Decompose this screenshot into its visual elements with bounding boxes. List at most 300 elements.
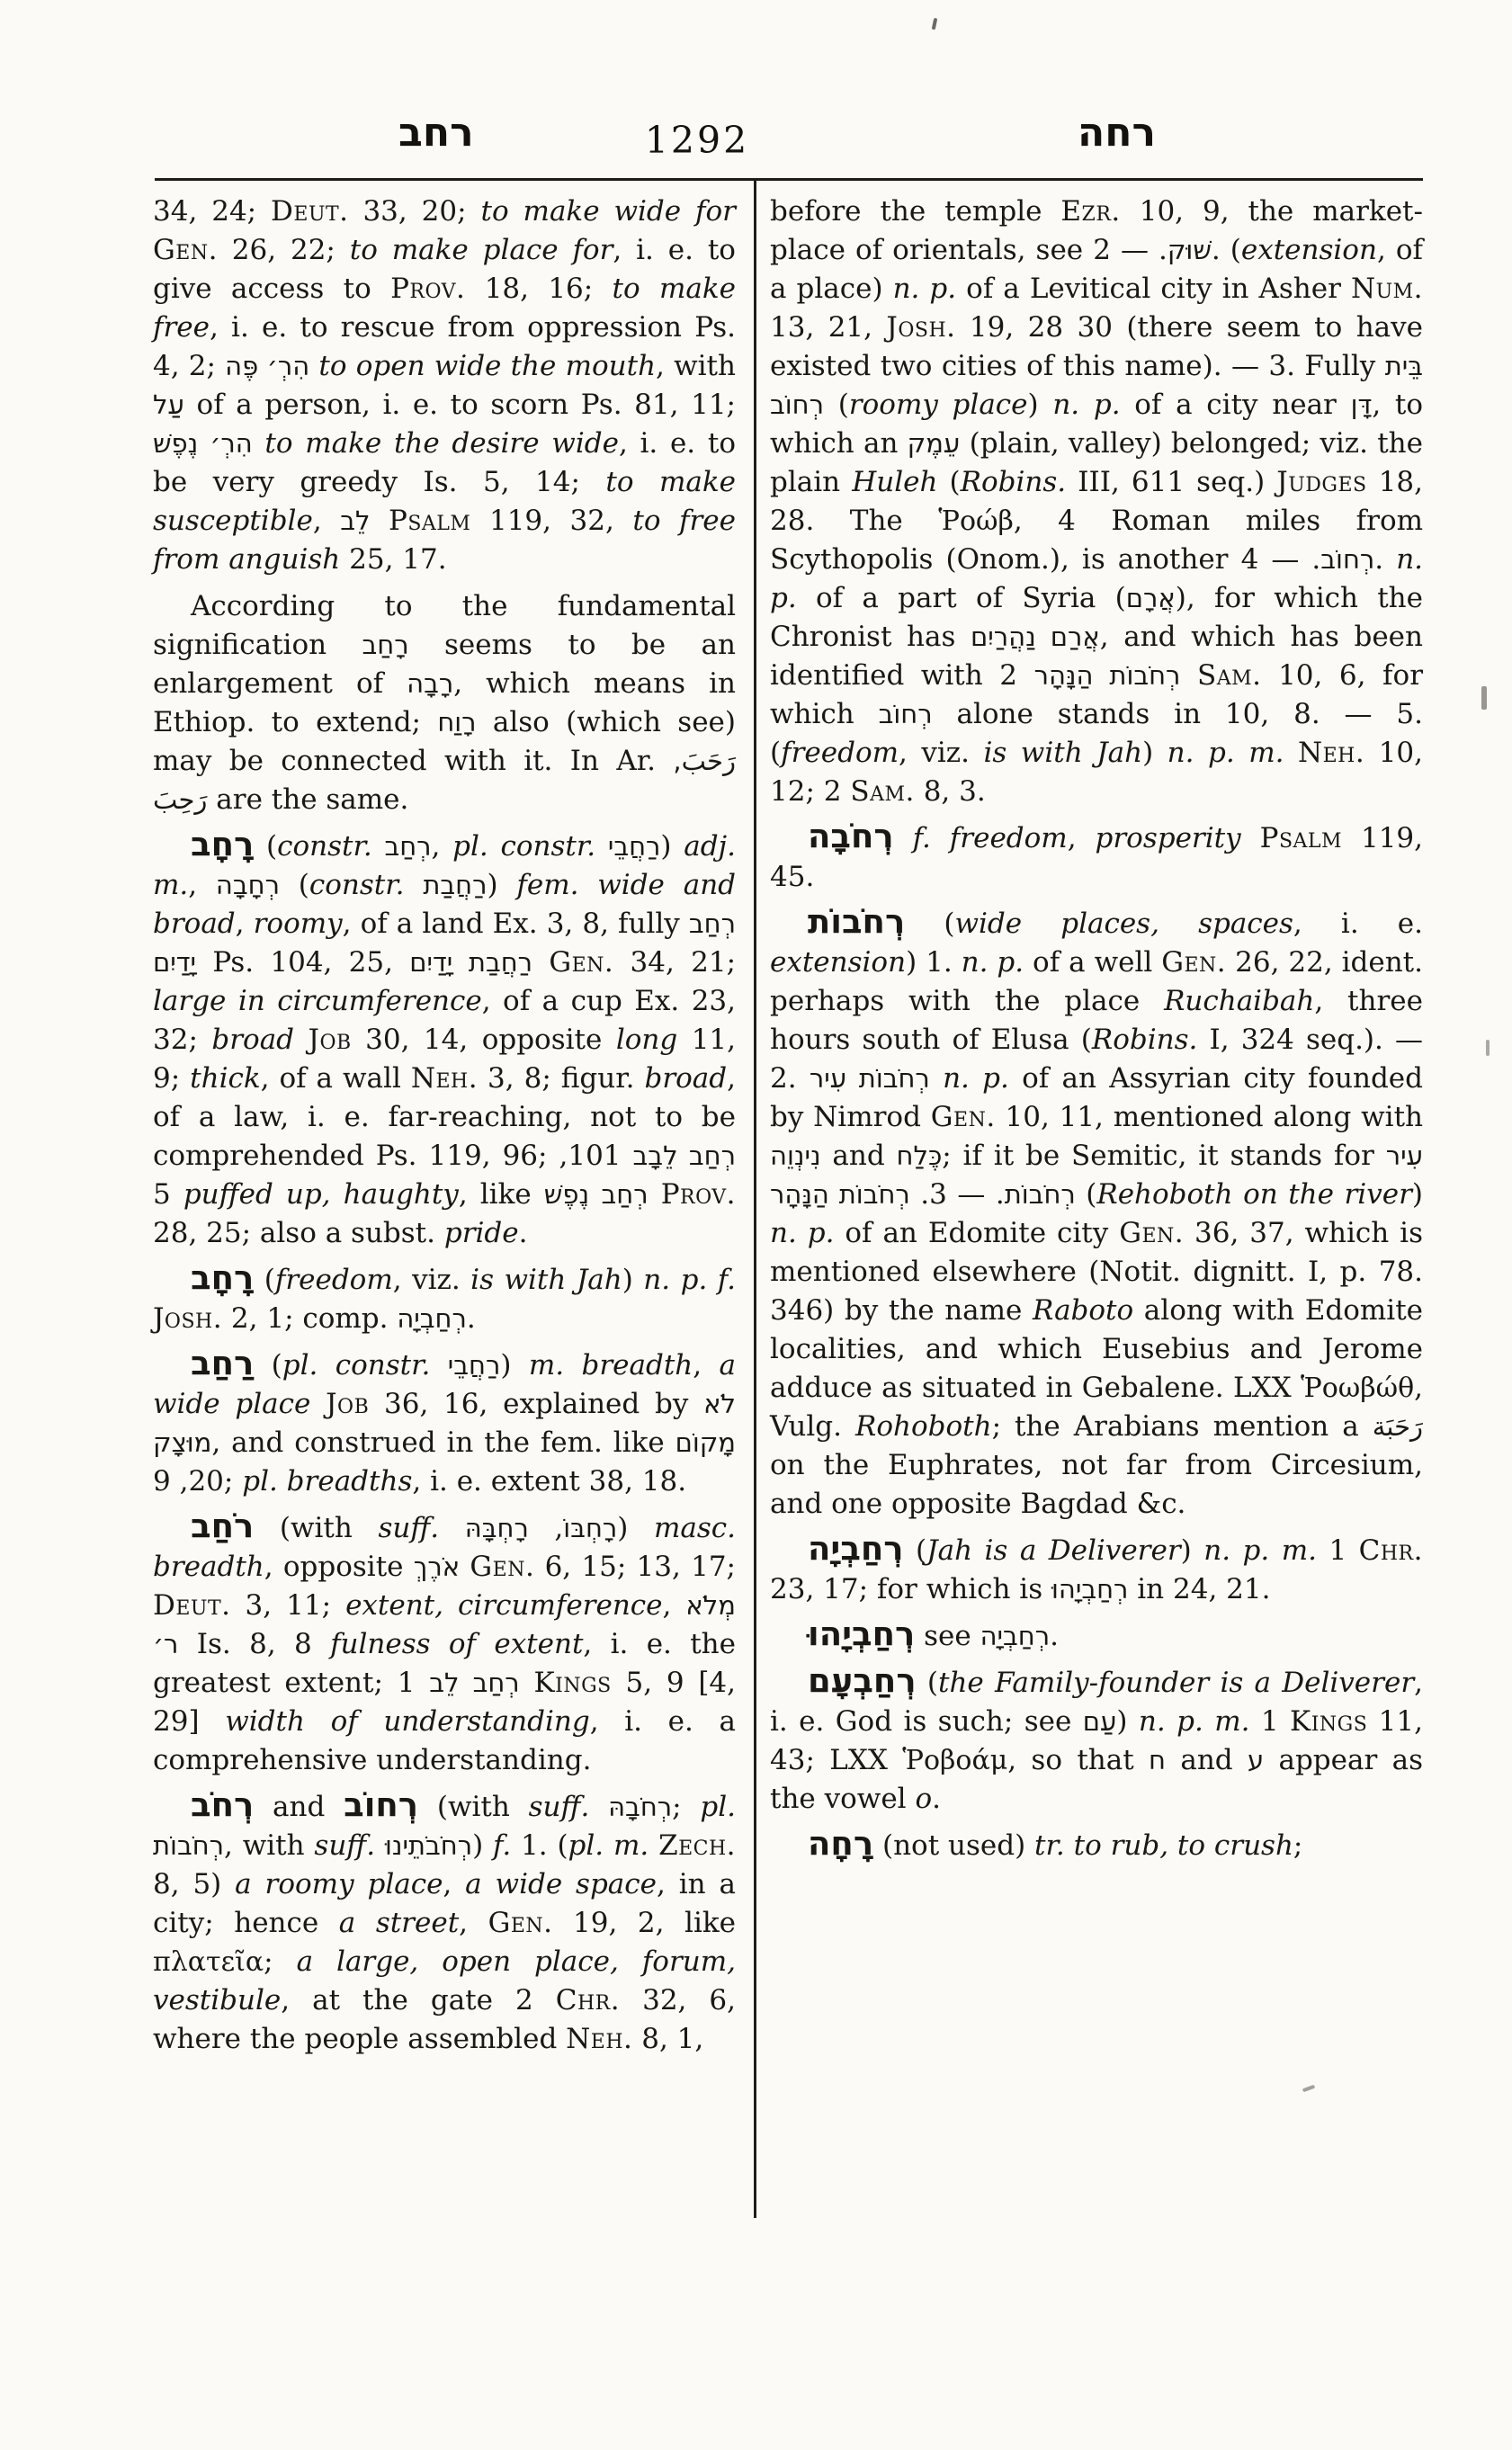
italic-run: is with Jah: [470, 1264, 622, 1296]
text-run: 10, 11, mentioned along with: [995, 1101, 1423, 1133]
hebrew-inline: רְחַבְיָה: [980, 1621, 1051, 1651]
arabic-term: رَحَبَ, رَحِبَ: [153, 746, 736, 815]
text-run: , of a place): [770, 234, 1423, 305]
italic-run: to free from anguish: [153, 505, 736, 576]
italic-run: suff.: [378, 1512, 440, 1544]
text-run: . — 3.: [909, 1178, 1005, 1211]
hebrew-inline: רְחַב לֵבָב: [632, 1140, 736, 1171]
book-reference: Deut.: [153, 1589, 231, 1622]
hebrew-inline: עִיר רְחֹבוֹת: [1004, 1140, 1423, 1210]
hebrew-inline: רְחוֹב: [878, 699, 933, 729]
hebrew-headword: רֹחַב: [191, 1507, 255, 1545]
italic-run: pl. constr.: [282, 1349, 431, 1381]
text-run: 2: [999, 659, 1197, 692]
italic-run: pl. constr.: [452, 830, 596, 863]
text-run: . — 4.: [1240, 543, 1397, 576]
text-run: of a person, i. e. to scorn Ps. 81, 11;: [183, 389, 736, 421]
italic-run: Robins.: [1091, 1024, 1198, 1056]
text-run: ,: [188, 869, 216, 901]
italic-run: masc. breadth: [153, 1512, 736, 1583]
italic-run: roomy: [253, 908, 343, 940]
italic-run: to make place for: [349, 234, 613, 266]
entry-paragraph: [153, 827, 736, 1253]
arabic-term: رَحَبَة: [1372, 1411, 1423, 1442]
text-run: [460, 1551, 470, 1583]
italic-run: to make the desire wide: [264, 427, 619, 460]
column-divider-rule: [754, 178, 756, 2218]
italic-run: Jah is a Deliverer: [926, 1534, 1181, 1567]
text-run: , i. e. the greatest extent;: [153, 1628, 736, 1699]
text-run: , to which an: [770, 389, 1424, 460]
italic-run: n. p. m.: [1138, 1705, 1250, 1738]
text-run: (: [903, 1534, 927, 1567]
book-reference: Kings: [1290, 1705, 1368, 1738]
italic-run: pride: [443, 1217, 519, 1249]
catchword-left: רחב: [398, 110, 474, 156]
text-run: ): [1180, 1534, 1204, 1567]
text-run: 34, 24;: [153, 195, 272, 228]
text-run: ,: [662, 1589, 686, 1622]
text-run: 1: [1316, 1534, 1359, 1567]
entry-paragraph: [770, 1529, 1423, 1609]
hebrew-headword: רָחָה: [808, 1824, 874, 1863]
italic-run: suff.: [528, 1791, 590, 1823]
hebrew-inline: רָחְבּוֹ: [563, 1513, 618, 1543]
italic-run: adj. m.: [153, 830, 737, 901]
hebrew-inline: בֵּית רְחוֹב: [770, 351, 1423, 420]
text-run: ;: [672, 1791, 701, 1823]
book-reference: Job: [326, 1388, 370, 1420]
hebrew-inline: רְחֹבוֹת עִיר: [809, 1063, 930, 1094]
text-run: 19, 2, like: [552, 1907, 736, 1939]
italic-run: pl. breadths: [242, 1465, 413, 1498]
hebrew-inline: רְחַב: [384, 831, 432, 862]
hebrew-inline: אֲרַם נַהֲרַיִם: [971, 621, 1100, 652]
text-run: 33, 20;: [348, 195, 481, 228]
text-run: ): [500, 1349, 529, 1381]
italic-run: to make susceptible: [153, 466, 736, 537]
text-run: 28, 25; also a subst.: [153, 1217, 444, 1249]
text-run: 8, 5): [153, 1868, 236, 1900]
book-reference: Deut.: [271, 195, 349, 228]
hebrew-inline: הִרְ׳ נֶפֶשׁ: [153, 428, 253, 459]
italic-run: is with Jah: [983, 737, 1143, 769]
hebrew-inline: מְלֹא ר׳: [153, 1590, 736, 1659]
text-run: 1. (: [511, 1829, 568, 1862]
entry-paragraph: [153, 1785, 737, 2059]
hebrew-inline: ח: [1149, 1745, 1166, 1775]
italic-run: extension: [1240, 234, 1377, 266]
text-run: (: [916, 1667, 938, 1699]
italic-run: extent, circumference: [345, 1589, 663, 1622]
text-run: in 24, 21.: [1128, 1573, 1271, 1605]
italic-run: constr.: [309, 869, 405, 901]
text-run: , viz.: [899, 737, 984, 769]
italic-run: wide places, spaces: [954, 908, 1293, 940]
italic-run: to open wide the mouth: [318, 350, 657, 382]
hebrew-headword: רְחוֹב: [344, 1785, 419, 1824]
text-run: ): [660, 830, 684, 863]
text-run: 2, 1; comp.: [222, 1302, 398, 1335]
page-number: 1292: [644, 119, 750, 162]
text-run: (: [254, 1264, 275, 1296]
book-reference: Num.: [1350, 273, 1424, 305]
italic-run: Robins.: [960, 466, 1067, 498]
greek-term: Ῥοωβώθ: [1301, 1373, 1415, 1404]
italic-run: Rohoboth: [854, 1410, 992, 1443]
text-run: [649, 1178, 661, 1211]
text-run: , at the gate 2: [281, 1984, 556, 2016]
text-run: 18, 16;: [465, 273, 613, 305]
italic-run: to make free: [153, 273, 736, 344]
text-run: ,: [312, 505, 341, 537]
book-reference: Gen.: [1161, 946, 1227, 979]
text-run: .: [518, 1217, 528, 1249]
text-run: , like: [458, 1178, 544, 1211]
entry-paragraph: [153, 1258, 736, 1338]
text-run: According to the fundamental signification: [153, 590, 736, 661]
text-run: also (which see) may be connected with it. In Ar.: [153, 706, 736, 777]
text-run: [930, 1062, 943, 1095]
hebrew-inline: רְחֹבוֹת: [153, 1830, 225, 1861]
hebrew-inline: רְחֹבוֹת הַנָּהָר: [770, 1179, 910, 1210]
text-run: , i. e. to rescue from oppression Ps. 4, 2;: [153, 311, 736, 382]
text-run: of a city near: [1120, 389, 1351, 421]
text-run: ,: [528, 1512, 564, 1544]
hebrew-inline: רְחָבָה: [215, 870, 280, 900]
hebrew-headword: רְחַבְעָם: [808, 1661, 917, 1700]
text-run: 10, 12; 2: [770, 737, 1424, 808]
text-run: , in a city; hence: [153, 1868, 736, 1939]
hebrew-headword: רַחַב: [191, 1344, 255, 1382]
text-run: (: [279, 869, 309, 901]
text-run: are the same.: [207, 783, 409, 816]
hebrew-inline: רַחֲבַת יָדַיִם: [409, 947, 533, 978]
text-run: III, 611 seq.): [1066, 466, 1277, 498]
italic-run: long: [615, 1024, 678, 1056]
text-run: Is. 8, 8: [178, 1628, 331, 1660]
entry-paragraph: [770, 1661, 1424, 1819]
hebrew-inline: ע: [1247, 1745, 1265, 1775]
italic-run: n. p.: [1052, 389, 1121, 421]
entry-paragraph: [153, 1509, 736, 1780]
text-run: ): [1411, 1178, 1424, 1211]
greek-term: πλατεῖα: [153, 1946, 264, 1978]
italic-run: a wide place: [153, 1349, 737, 1420]
text-run: , i. e. God is such; see: [770, 1667, 1423, 1738]
italic-run: Ruchaibah: [1164, 985, 1315, 1017]
scan-speck: [1302, 2085, 1316, 2093]
italic-run: freedom: [274, 1264, 393, 1296]
text-run: 8, 3.: [914, 775, 986, 808]
text-run: appear as the vowel: [770, 1744, 1424, 1815]
entry-paragraph: [770, 1614, 1423, 1656]
text-run: ): [622, 1264, 644, 1296]
text-run: , i. e. to be very greedy Is. 5, 14;: [153, 427, 736, 498]
text-run: [430, 1349, 447, 1381]
book-reference: Gen.: [1119, 1217, 1185, 1249]
italic-run: freedom: [781, 737, 899, 769]
text-run: ): [617, 1512, 654, 1544]
italic-run: f.: [493, 1829, 512, 1862]
italic-run: the Family-founder is a Deliverer: [937, 1667, 1415, 1699]
text-run: see: [915, 1620, 980, 1652]
text-run: 25, 17.: [340, 543, 447, 576]
text-run: , viz.: [392, 1264, 471, 1296]
book-reference: Gen.: [470, 1551, 535, 1583]
text-run: (: [1075, 1178, 1097, 1211]
text-run: ): [1116, 1705, 1139, 1738]
book-reference: Josh.: [886, 311, 956, 344]
italic-run: prosperity: [1095, 822, 1241, 854]
book-reference: Chr.: [1358, 1534, 1423, 1567]
text-run: [310, 1388, 326, 1420]
entry-paragraph: [770, 902, 1424, 1524]
text-run: , and which has been identified with: [770, 621, 1423, 692]
text-run: ,: [443, 1868, 466, 1900]
text-run: (with: [254, 1512, 379, 1544]
text-run: ): [472, 1829, 493, 1862]
text-run: [439, 1512, 465, 1544]
hebrew-inline: רְחַב נֶפֶשׁ: [543, 1179, 649, 1210]
hebrew-inline: שׁוּק: [1167, 235, 1212, 265]
greek-term: Ῥοβοάμ: [902, 1745, 1008, 1776]
text-run: ,: [693, 1349, 720, 1381]
book-reference: Gen.: [549, 946, 614, 979]
italic-run: n. p.: [943, 1062, 1009, 1095]
text-run: .: [932, 1783, 941, 1815]
text-run: , i. e. a comprehensive understanding.: [153, 1705, 736, 1776]
text-run: 26, 22;: [217, 234, 350, 266]
italic-run: puffed up, haughty: [183, 1178, 459, 1211]
book-reference: Gen.: [153, 234, 218, 266]
hebrew-inline: כֶּלַח: [896, 1140, 943, 1171]
book-reference: Psalm: [1259, 822, 1343, 854]
text-run: [589, 1791, 608, 1823]
hebrew-headword: רָחָב: [191, 1258, 255, 1297]
text-run: 101, 5: [153, 1140, 633, 1211]
italic-run: to make wide for: [480, 195, 736, 228]
hebrew-inline: רְחוֹב: [1320, 544, 1375, 575]
scan-speck: [1481, 686, 1487, 710]
text-run: , Vulg.: [770, 1372, 1423, 1443]
book-reference: Ezr.: [1060, 195, 1121, 228]
text-run: [372, 830, 385, 863]
book-reference: Neh.: [1297, 737, 1365, 769]
italic-run: n. p.: [892, 273, 957, 305]
greek-term: Ῥοώβ: [938, 505, 1014, 537]
hebrew-inline: רָבָה: [407, 668, 454, 699]
text-run: 18, 28. The: [770, 466, 1423, 537]
text-run: , i. e.: [1293, 908, 1423, 940]
italic-run: pl. m.: [568, 1829, 649, 1862]
scan-speck: [1486, 1040, 1490, 1056]
hebrew-inline: אֹרֶךְ: [413, 1551, 461, 1582]
book-reference: Gen.: [930, 1101, 996, 1133]
header-rule: [155, 178, 1423, 181]
text-run: [370, 505, 389, 537]
book-reference: Judges: [1276, 466, 1367, 498]
hebrew-headword: רְחֹב: [191, 1785, 255, 1824]
hebrew-inline: רְחַב יָדַיִם: [153, 908, 736, 978]
text-run: 3, 11;: [230, 1589, 346, 1622]
text-run: , of a wall: [260, 1062, 411, 1095]
text-run: Ps. 104, 25,: [196, 946, 410, 979]
hebrew-inline: מָקוֹם: [675, 1427, 736, 1458]
text-run: .: [466, 1302, 476, 1335]
text-run: (: [254, 830, 278, 863]
text-run: 23, 17; for which is: [770, 1573, 1051, 1605]
text-run: [309, 350, 318, 382]
italic-run: broad: [211, 1024, 295, 1056]
text-run: ) 1.: [906, 946, 962, 979]
text-run: ;: [1293, 1829, 1303, 1862]
text-run: 26, 22, ident. perhaps with the place: [770, 946, 1423, 1017]
italic-run: large in circumference: [153, 985, 482, 1017]
text-run: [595, 830, 608, 863]
text-run: along with Edomite localities, and which Eusebius and Jerome adduce as situated in Gebalene. LXX: [770, 1294, 1423, 1404]
text-run: 1: [1249, 1705, 1291, 1738]
text-run: [375, 1829, 385, 1862]
text-run: [894, 822, 913, 854]
text-column-left: [153, 192, 736, 2059]
italic-run: Raboto: [1033, 1294, 1134, 1327]
entry-paragraph: [770, 1824, 1423, 1865]
hebrew-inline: רָחְבָּהּ: [464, 1513, 529, 1543]
text-run: [253, 427, 265, 460]
hebrew-inline: אֲרָם: [1125, 583, 1176, 613]
italic-run: a roomy place: [235, 1868, 443, 1900]
text-run: ; if it be Semitic, it stands for: [942, 1140, 1386, 1172]
text-run: 13, 21,: [770, 311, 887, 344]
italic-run: m. breadth: [528, 1349, 693, 1381]
text-run: ,: [431, 830, 453, 863]
text-run: 36, 37, which is mentioned elsewhere (Notit. dignitt. I, p. 78. 346) by the name: [770, 1217, 1424, 1327]
entry-paragraph: [770, 819, 1423, 897]
hebrew-inline: רְחֹבָהּ: [608, 1792, 673, 1822]
italic-run: o: [915, 1783, 933, 1815]
running-head: [0, 0, 1512, 178]
hebrew-inline: עַל: [153, 389, 184, 420]
book-reference: Sam.: [1197, 659, 1262, 692]
italic-run: n. p. m.: [1203, 1534, 1317, 1567]
text-run: [532, 946, 549, 979]
text-run: seems to be an enlargement of: [153, 629, 736, 700]
book-reference: Neh.: [566, 2023, 633, 2055]
italic-run: n. p.: [770, 1217, 835, 1249]
text-run: ;: [264, 1945, 297, 1978]
text-run: [1241, 822, 1260, 854]
hebrew-inline: רְחֹבֹתֵינוּ: [384, 1830, 473, 1861]
hebrew-inline: עַם: [1082, 1706, 1117, 1737]
book-reference: Kings: [533, 1667, 612, 1699]
text-run: (: [823, 389, 849, 421]
text-run: I, 324 seq.). — 2.: [770, 1024, 1423, 1095]
text-run: [1284, 737, 1298, 769]
italic-run: tr. to rub, to crush: [1034, 1829, 1293, 1862]
text-run: of an Assyrian city founded by Nimrod: [770, 1062, 1423, 1133]
italic-run: n. p.: [961, 946, 1024, 979]
hebrew-inline: דָּן: [1350, 389, 1373, 420]
text-run: , i. e. extent 38, 18.: [412, 1465, 687, 1498]
entry-paragraph: [153, 1346, 736, 1501]
text-run: [649, 1829, 658, 1862]
book-reference: Prov.: [390, 273, 466, 305]
text-run: of a part of Syria (: [796, 582, 1126, 614]
italic-run: suff.: [314, 1829, 376, 1862]
book-reference: Gen.: [488, 1907, 553, 1939]
italic-run: constr.: [277, 830, 372, 863]
text-run: on the Euphrates, not far from Circesium, and one opposite Bagdad &c.: [770, 1449, 1423, 1520]
text-run: 32, 6, where the people assembled: [153, 1984, 736, 2055]
text-run: ): [1027, 389, 1053, 421]
text-run: (: [905, 908, 955, 940]
text-run: .: [1050, 1620, 1059, 1652]
italic-run: extension: [770, 946, 907, 979]
italic-run: n. p. m.: [1167, 737, 1284, 769]
italic-run: fulness of extent: [330, 1628, 584, 1660]
text-run: 119, 45.: [770, 822, 1424, 893]
text-run: (not used): [873, 1829, 1035, 1862]
text-run: , of a law, i. e. far-reaching, not to be comprehended Ps. 119, 96;: [153, 1062, 736, 1172]
hebrew-inline: הִרְ׳ פֶּה: [225, 351, 310, 381]
text-run: , with: [224, 1829, 315, 1862]
text-run: , and construed in the fem. like: [211, 1426, 675, 1459]
hebrew-headword: רָחָב: [191, 825, 255, 863]
text-run: , i. e. to give access to: [153, 234, 736, 305]
book-reference: Job: [308, 1024, 352, 1056]
italic-run: a wide space: [465, 1868, 657, 1900]
italic-run: roomy place: [848, 389, 1028, 421]
text-run: 11, 9;: [153, 1024, 736, 1095]
text-run: 8, 1,: [632, 2023, 704, 2055]
text-run: and: [1166, 1744, 1248, 1776]
italic-run: fem. wide and broad: [153, 869, 736, 940]
text-run: 10, 9, the market-place of orientals, see: [770, 195, 1423, 266]
hebrew-inline: רְחַב לֵב: [429, 1668, 520, 1698]
text-run: 119, 32,: [470, 505, 633, 537]
text-run: ; the Arabians mention a: [991, 1410, 1373, 1443]
text-column-right: [770, 192, 1423, 1865]
hebrew-headword: רְחֹבָה: [808, 817, 894, 855]
text-run: before the temple: [770, 195, 1061, 228]
italic-run: n. p. f.: [643, 1264, 736, 1296]
text-run: 6, 15; 13, 17;: [534, 1551, 737, 1583]
text-run: , which means in Ethiop. to extend;: [153, 667, 736, 738]
hebrew-inline: עֵמֶק: [907, 428, 961, 459]
hebrew-headword: רְחַבְיָהוּ: [808, 1614, 916, 1653]
hebrew-headword: רְחֹבוֹת: [808, 902, 906, 941]
text-run: [294, 1024, 308, 1056]
italic-run: f. freedom: [912, 822, 1068, 854]
text-run: 5, 9 [4, 29]: [153, 1667, 736, 1738]
hebrew-inline: רְחַבְיָהוּ: [1051, 1574, 1129, 1605]
book-reference: Prov.: [660, 1178, 737, 1211]
hebrew-inline: רַחֲבֵי: [607, 831, 661, 862]
text-run: 1: [397, 1667, 534, 1699]
italic-run: pl.: [700, 1791, 736, 1823]
hebrew-headword: רְחַבְיָה: [808, 1529, 904, 1568]
text-run: , three hours south of Elusa (: [770, 985, 1423, 1056]
book-reference: Neh.: [410, 1062, 479, 1095]
book-reference: Sam.: [850, 775, 915, 808]
hebrew-inline: רְחַבְיָה: [397, 1303, 467, 1334]
text-run: [405, 869, 424, 901]
hebrew-inline: רָוַח: [437, 707, 477, 738]
hebrew-inline: רָחַב: [362, 630, 409, 660]
catchword-right: רחה: [1078, 110, 1156, 156]
text-run: (: [254, 1349, 282, 1381]
